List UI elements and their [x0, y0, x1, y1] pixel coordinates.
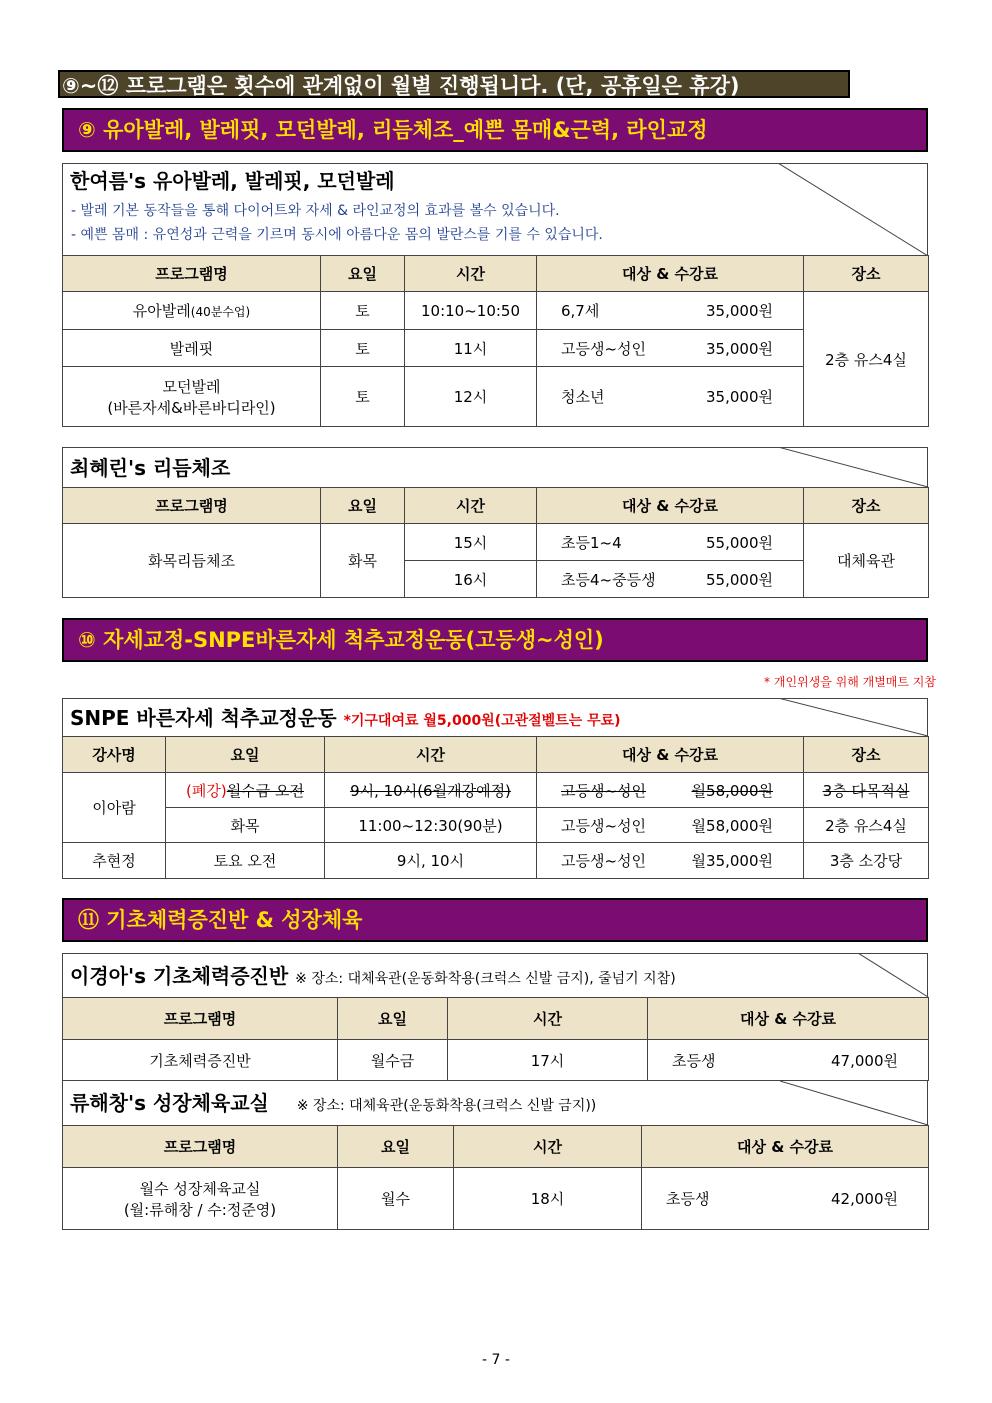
class-day: 화목: [166, 808, 325, 843]
class-time: 9시, 10시(6월개강예정): [325, 773, 537, 808]
program-day: 월수: [338, 1168, 454, 1230]
col-header: 대상 & 수강료: [537, 256, 804, 292]
ballet-desc-2: - 예쁜 몸매 : 유연성과 근력을 기르며 동시에 아름다운 몸의 발란스를 기를 수 있습니다.: [71, 227, 603, 243]
program-day: 화목: [321, 524, 405, 598]
col-header: 요일: [338, 998, 448, 1040]
table-row: [63, 292, 929, 330]
program-day: 토: [321, 292, 405, 330]
table-row: [63, 843, 929, 879]
basic-table: [62, 997, 929, 1081]
section-10-banner: ⑩ 자세교정-SNPE바른자세 척추교정운동(고등생~성인): [62, 618, 928, 662]
ballet-title: 한여름's 유아발레, 발레핏, 모던발레: [70, 169, 395, 193]
rhythm-table: [62, 487, 929, 598]
instructor-name: 추현정: [63, 843, 166, 879]
rhythm-title: 최혜린's 리듬체조: [70, 456, 231, 480]
program-day: 토: [321, 367, 405, 427]
table-row: [63, 330, 929, 367]
program-target-fee: 고등생~성인 35,000원: [537, 330, 804, 367]
ballet-corner-line: [778, 163, 930, 257]
program-time: 17시: [448, 1040, 648, 1081]
basic-title: 이경아's 기초체력증진반 ※ 장소: 대체육관(운동화착용(크럭스 신발 금지), 줄넘기 지참): [70, 964, 676, 988]
program-time: 15시: [405, 524, 537, 561]
section-11-banner: ⑪ 기초체력증진반 & 성장체육: [62, 898, 928, 942]
col-header: 대상 & 수강료: [537, 488, 804, 524]
growth-title: 류해창's 성장체육교실 ※ 장소: 대체육관(운동화착용(크럭스 신발 금지)): [70, 1091, 597, 1115]
closed-label: (폐강): [186, 781, 227, 800]
class-place: 3층 소강당: [804, 843, 929, 879]
program-name: 화목리듬체조: [63, 524, 321, 598]
table-row: [63, 367, 929, 427]
program-day: 월수금: [338, 1040, 448, 1081]
table-row: [63, 808, 929, 843]
snpe-table: [62, 736, 929, 879]
program-day: 토: [321, 330, 405, 367]
program-target-fee: 초등4~중등생 55,000원: [537, 561, 804, 598]
class-day: (폐강)월수금 오전: [166, 773, 325, 808]
program-name: 월수 성장체육교실 (월:류해창 / 수:정준영): [63, 1168, 338, 1230]
program-name: 기초체력증진반: [63, 1040, 338, 1081]
class-target-fee: 고등생~성인 월58,000원: [537, 773, 804, 808]
col-header: 강사명: [63, 737, 166, 773]
snpe-corner-line: [778, 698, 930, 738]
col-header: 장소: [804, 488, 929, 524]
notice-banner: ⑨~⑫ 프로그램은 횟수에 관계없이 월별 진행됩니다. (단, 공휴일은 휴강): [58, 70, 850, 98]
col-header: 요일: [321, 256, 405, 292]
program-place: 2층 유스4실: [804, 292, 929, 427]
class-target-fee: 고등생~성인 월35,000원: [537, 843, 804, 879]
col-header: 장소: [804, 256, 929, 292]
program-name: 발레핏: [63, 330, 321, 367]
table-row: [63, 1040, 929, 1081]
program-time: 11시: [405, 330, 537, 367]
col-header: 프로그램명: [63, 998, 338, 1040]
col-header: 시간: [325, 737, 537, 773]
snpe-equipment-note: *기구대여료 월5,000원(고관절벨트는 무료): [343, 713, 621, 729]
col-header: 시간: [405, 488, 537, 524]
class-time: 11:00~12:30(90분): [325, 808, 537, 843]
basic-corner-line: [858, 953, 930, 999]
snpe-title: SNPE 바른자세 척추교정운동 *기구대여료 월5,000원(고관절벨트는 무료): [70, 706, 621, 730]
col-header: 프로그램명: [63, 256, 321, 292]
ballet-table: [62, 255, 929, 427]
class-target-fee: 고등생~성인 월58,000원: [537, 808, 804, 843]
col-header: 요일: [321, 488, 405, 524]
table-row: [63, 1168, 929, 1230]
page-number: - 7 -: [482, 1352, 510, 1368]
growth-table: [62, 1125, 929, 1230]
class-place: 3층 다목적실: [804, 773, 929, 808]
rhythm-corner-line: [778, 447, 930, 489]
basic-header-box: [62, 953, 928, 997]
ballet-desc-1: - 발레 기본 동작들을 통해 다이어트와 자세 & 라인교정의 효과를 볼수 있습니다.: [71, 203, 560, 219]
class-time: 9시, 10시: [325, 843, 537, 879]
program-name: 모던발레 (바른자세&바른바디라인): [63, 367, 321, 427]
program-time: 10:10~10:50: [405, 292, 537, 330]
program-target-fee: 초등1~4 55,000원: [537, 524, 804, 561]
program-time: 16시: [405, 561, 537, 598]
basic-place-note: ※ 장소: 대체육관(운동화착용(크럭스 신발 금지), 줄넘기 지참): [295, 971, 676, 987]
program-name: 유아발레(40분수업): [63, 292, 321, 330]
col-header: 대상 & 수강료: [537, 737, 804, 773]
program-place: 대체육관: [804, 524, 929, 598]
class-day: 토요 오전: [166, 843, 325, 879]
growth-corner-line: [780, 1081, 930, 1127]
hygiene-note: * 개인위생을 위해 개별매트 지참: [764, 675, 936, 689]
table-row: [63, 524, 929, 561]
col-header: 프로그램명: [63, 1126, 338, 1168]
program-target-fee: 청소년 35,000원: [537, 367, 804, 427]
instructor-name: 이아람: [63, 773, 166, 843]
section-9-banner: ⑨ 유아발레, 발레핏, 모던발레, 리듬체조_예쁜 몸매&근력, 라인교정: [62, 108, 928, 152]
program-target-fee: 초등생 42,000원: [642, 1168, 929, 1230]
col-header: 장소: [804, 737, 929, 773]
class-place: 2층 유스4실: [804, 808, 929, 843]
program-target-fee: 초등생 47,000원: [648, 1040, 929, 1081]
col-header: 시간: [454, 1126, 642, 1168]
table-row: [63, 773, 929, 808]
col-header: 요일: [338, 1126, 454, 1168]
col-header: 시간: [405, 256, 537, 292]
col-header: 요일: [166, 737, 325, 773]
program-target-fee: 6,7세 35,000원: [537, 292, 804, 330]
program-time: 18시: [454, 1168, 642, 1230]
col-header: 대상 & 수강료: [642, 1126, 929, 1168]
program-time: 12시: [405, 367, 537, 427]
col-header: 시간: [448, 998, 648, 1040]
col-header: 프로그램명: [63, 488, 321, 524]
growth-place-note: ※ 장소: 대체육관(운동화착용(크럭스 신발 금지)): [296, 1098, 597, 1114]
col-header: 대상 & 수강료: [648, 998, 929, 1040]
